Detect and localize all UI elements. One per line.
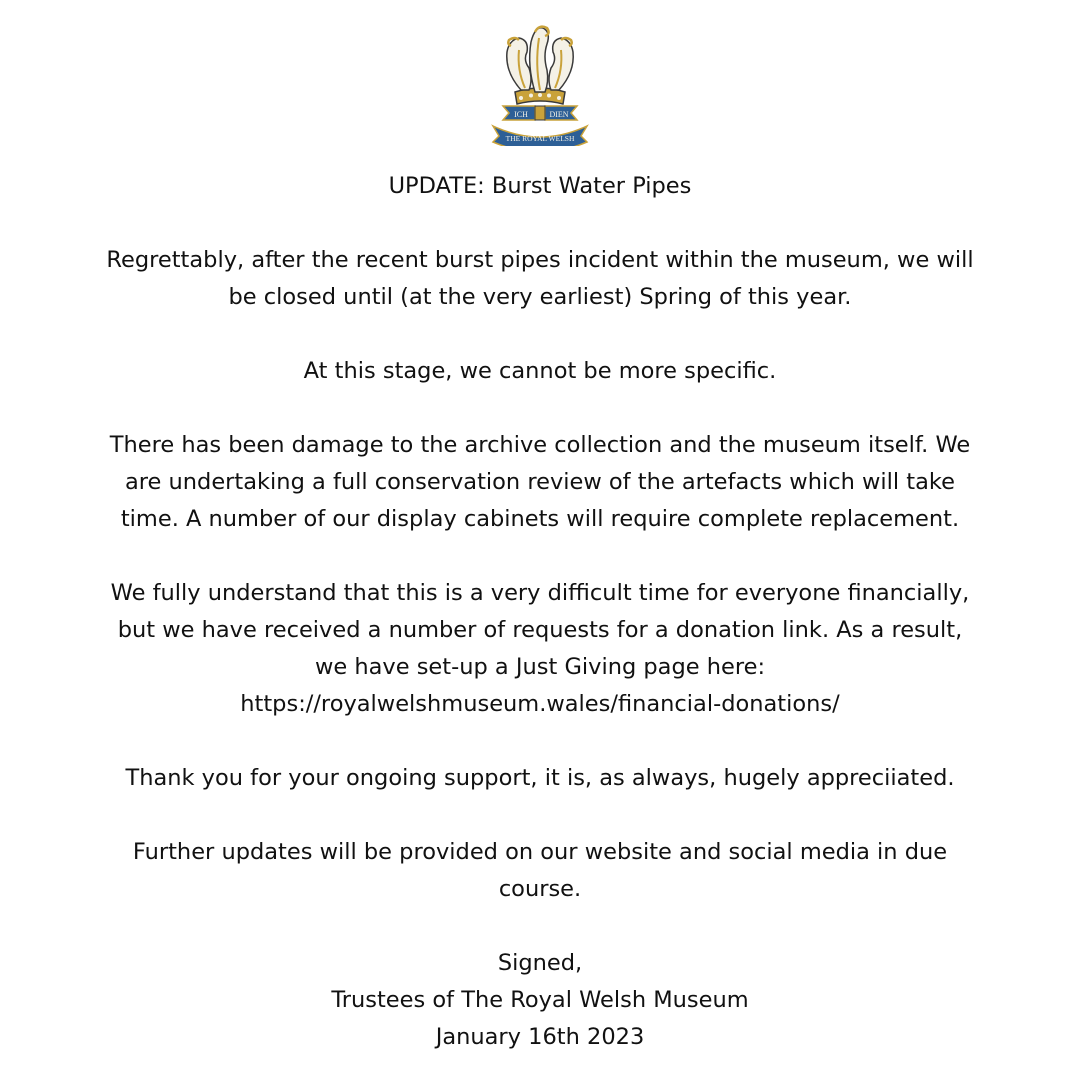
- para1-line2: be closed until (at the very earliest) Spring of this year.: [228, 284, 852, 310]
- para1-line1: Regrettably, after the recent burst pipes incident within the museum, we will: [106, 247, 974, 273]
- para6-line1: Further updates will be provided on our website and social media in due: [132, 839, 948, 865]
- para4-line3: we have set-up a Just Giving page here:: [314, 654, 766, 680]
- motto-left: ICH: [514, 110, 528, 119]
- scroll-text: THE ROYAL WELSH: [505, 134, 575, 143]
- para3-line1: There has been damage to the archive collection and the museum itself. We: [109, 432, 971, 458]
- date: January 16th 2023: [435, 1024, 645, 1050]
- para5: Thank you for your ongoing support, it is, as always, hugely appreciiated.: [125, 765, 955, 791]
- donation-link: https://royalwelshmuseum.wales/financial-donations/: [240, 691, 840, 717]
- notice-body: [60, 168, 1020, 1056]
- para6-line2: course.: [498, 876, 582, 902]
- para4-line2: but we have received a number of requests for a donation link. As a result,: [117, 617, 963, 643]
- signatory: Trustees of The Royal Welsh Museum: [331, 987, 749, 1013]
- notice-title: UPDATE: Burst Water Pipes: [388, 173, 692, 199]
- royal-welsh-badge-icon: [485, 22, 595, 146]
- sign-off: Signed,: [497, 950, 583, 976]
- para4-line1: We fully understand that this is a very difficult time for everyone financially,: [110, 580, 970, 606]
- para2: At this stage, we cannot be more specific.: [303, 358, 777, 384]
- para3-line2: are undertaking a full conservation review of the artefacts which will take: [124, 469, 955, 495]
- motto-right: DIEN: [549, 110, 569, 119]
- badge-container: [0, 22, 1080, 146]
- para3-line3: time. A number of our display cabinets will require complete replacement.: [120, 506, 960, 532]
